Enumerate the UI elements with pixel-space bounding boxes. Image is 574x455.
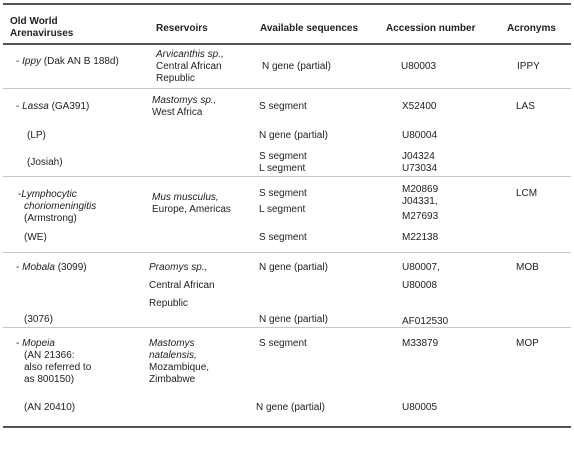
mobala-sequence: N gene (partial) (259, 262, 328, 273)
ippy-sequence: N gene (partial) (262, 61, 331, 72)
row-divider-2 (3, 176, 571, 177)
lassa-josiah-accession-2: U73034 (402, 163, 438, 174)
mobala-reservoir-region-2: Republic (149, 298, 188, 309)
lcm-we-strain: (WE) (24, 232, 47, 243)
lassa-sequence: S segment (259, 101, 307, 112)
mopeia-reservoir-species-1: Mastomys (149, 338, 195, 349)
header-accession: Accession number (386, 23, 476, 34)
header-rule (3, 43, 571, 45)
lassa-josiah-sequence-1: S segment (259, 151, 307, 162)
bottom-rule (3, 426, 571, 428)
mopeia-strain-line3: as 800150) (24, 374, 75, 385)
lassa-lp-accession: U80004 (402, 130, 438, 141)
mobala-reservoir-species: Praomys sp., (149, 262, 208, 273)
mopeia-accession: M33879 (402, 338, 439, 349)
header-virus-line1: Old World (10, 16, 58, 27)
mopeia-strain-line2: also referred to (24, 362, 92, 373)
ippy-reservoir-region-2: Republic (156, 73, 195, 84)
mobala-accession-2: U80008 (402, 280, 438, 291)
mobala-3076-strain: (3076) (24, 314, 53, 325)
lassa-josiah-accession-1: J04324 (402, 151, 435, 162)
mopeia-sequence: S segment (259, 338, 307, 349)
header-acronyms: Acronyms (507, 23, 556, 34)
lcm-we-accession: M22138 (402, 232, 439, 243)
mopeia-virus: - Mopeia (16, 338, 55, 349)
lcm-virus-line2: choriomeningitis (24, 201, 97, 212)
lcm-accession-3: M27693 (402, 211, 439, 222)
mopeia-reservoir-region-1: Mozambique, (149, 362, 210, 373)
lcm-sequence-1: S segment (259, 188, 307, 199)
ippy-reservoir-region-1: Central African (156, 61, 222, 72)
mopeia-an20410-strain: (AN 20410) (24, 402, 76, 413)
lcm-reservoir-region: Europe, Americas (152, 204, 231, 215)
header-sequences: Available sequences (260, 23, 359, 34)
lcm-sequence-2: L segment (259, 204, 306, 215)
mobala-3076-accession: AF012530 (402, 316, 449, 327)
mopeia-an20410-sequence: N gene (partial) (256, 402, 325, 413)
header-virus-line2: Arenaviruses (10, 28, 74, 39)
lcm-acronym: LCM (516, 188, 538, 199)
ippy-acronym: IPPY (517, 61, 540, 72)
lassa-accession: X52400 (402, 101, 437, 112)
row-divider-4 (3, 327, 571, 328)
lassa-virus: - Lassa (GA391) (16, 101, 90, 112)
row-divider-3 (3, 252, 571, 253)
lassa-lp-strain: (LP) (27, 130, 46, 141)
row-divider-1 (3, 88, 571, 89)
top-rule (3, 3, 571, 5)
mobala-virus: - Mobala (3099) (16, 262, 87, 273)
mobala-accession-1: U80007, (402, 262, 440, 273)
lassa-reservoir-species: Mastomys sp., (152, 95, 217, 106)
mobala-acronym: MOB (516, 262, 539, 273)
lassa-josiah-sequence-2: L segment (259, 163, 306, 174)
lcm-virus-line1: -Lymphocytic (18, 189, 77, 200)
lcm-we-sequence: S segment (259, 232, 307, 243)
ippy-accession: U80003 (401, 61, 437, 72)
lcm-accession-2: J04331, (402, 196, 438, 207)
mopeia-strain-line1: (AN 21366: (24, 350, 75, 361)
lcm-strain: (Armstrong) (24, 213, 77, 224)
ippy-virus: - Ippy (Dak AN B 188d) (16, 56, 119, 67)
header-reservoirs: Reservoirs (156, 23, 208, 34)
lassa-josiah-strain: (Josiah) (27, 157, 63, 168)
mopeia-acronym: MOP (516, 338, 539, 349)
lassa-acronym: LAS (516, 101, 535, 112)
ippy-reservoir-species: Arvicanthis sp., (156, 49, 224, 60)
lassa-lp-sequence: N gene (partial) (259, 130, 328, 141)
mobala-reservoir-region-1: Central African (149, 280, 215, 291)
mopeia-an20410-accession: U80005 (402, 402, 438, 413)
lcm-reservoir-species: Mus musculus, (152, 192, 219, 203)
mobala-3076-sequence: N gene (partial) (259, 314, 328, 325)
lcm-accession-1: M20869 (402, 184, 439, 195)
mopeia-reservoir-species-2: natalensis, (149, 350, 197, 361)
mopeia-reservoir-region-2: Zimbabwe (149, 374, 196, 385)
lassa-reservoir-region: West Africa (152, 107, 203, 118)
